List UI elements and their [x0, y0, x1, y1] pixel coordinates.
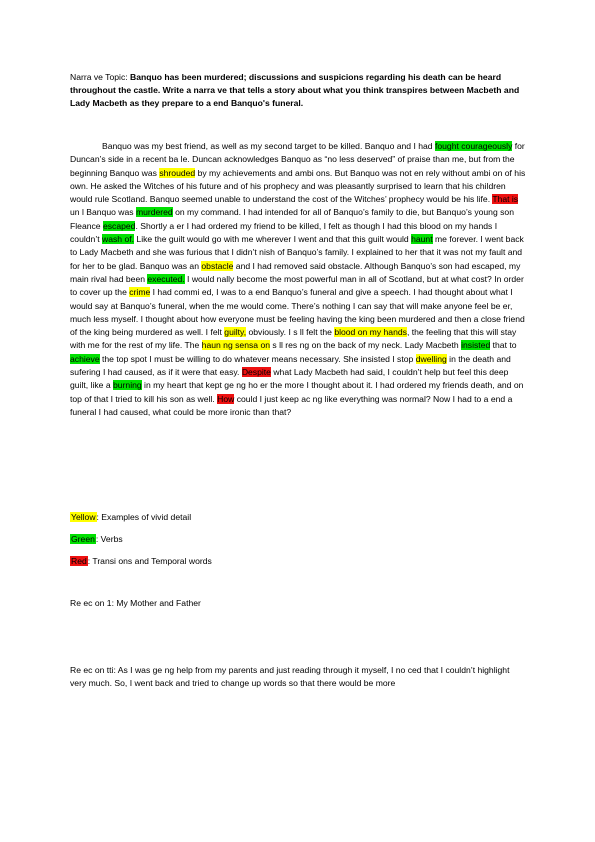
- essay-text: in the death and sufering I had caused, as if it were that easy.: [70, 353, 511, 378]
- highlight-yellow: blood on my hands: [334, 327, 407, 338]
- essay-text: on my command. I had intended for all of Banquo’s family to die, but Banquo’s young son Fleance: [70, 207, 514, 231]
- essay-text: in my heart that kept ge ng ho er the more I thought about it. I had ordered my friends death, and on top of that I tried to kill his son as well.: [70, 380, 524, 404]
- legend-red-swatch: Red: [71, 556, 87, 566]
- highlight-yellow: crime: [129, 287, 151, 298]
- legend-yellow-swatch: Yellow: [71, 512, 96, 522]
- legend-green-text: : Verbs: [95, 534, 123, 544]
- highlight-yellow: shrouded: [159, 167, 196, 178]
- highlight-green: haunt: [411, 234, 433, 245]
- essay-text: , the feeling that this will stay with me for the rest of my life. The: [70, 327, 517, 351]
- highlight-green: executed.: [147, 273, 185, 284]
- highlight-yellow: haun ng sensa on: [201, 340, 271, 351]
- essay-text: un l Banquo was: [70, 207, 136, 218]
- highlight-yellow: dwelling: [415, 353, 447, 364]
- highlight-green: achieve: [70, 353, 100, 364]
- legend-yellow: [70, 511, 191, 523]
- reflection-body: Re ec on tti: As I was ge ng help from my parents and just reading through it myself, I no ced that I couldn’t highlight very much. So, I went back and tried to change up words so that there would be more: [70, 665, 510, 689]
- highlight-green: burning: [113, 380, 142, 391]
- essay-text: and I had removed said obstacle. Although Banquo’s son had escaped, my main rival had been: [70, 260, 521, 284]
- essay-text: what Lady Macbeth had said, I couldn’t help but feel this deep guilt, like a: [70, 367, 509, 391]
- essay-text: me forever. I went back to Lady Macbeth and she was furious that I didn’t nish of Banquo’s family. I explained to her that it was not my fault and for her to be glad. Banquo was an: [70, 234, 524, 271]
- essay-text: the top spot I must be willing to do whatever means necessary. She insisted I stop: [99, 353, 416, 364]
- essay-text: obviously. I s ll felt the: [246, 327, 335, 338]
- legend-red: [70, 555, 212, 567]
- highlight-red: That is: [492, 194, 519, 205]
- essay-text: could I just keep ac ng like everything was normal? Now I had to a end a funeral I had caused, what could be more ironic than that?: [70, 393, 513, 417]
- highlight-green: wash of.: [102, 234, 135, 245]
- highlight-green: escaped: [102, 220, 136, 231]
- highlight-green: murdered: [135, 207, 173, 218]
- highlight-green: fought courageously: [434, 141, 513, 151]
- essay-text: for Duncan’s side in a recent ba le. Duncan acknowledges Banquo as “no less deserved” of praise than me, but from the beginning Banquo was: [70, 141, 525, 178]
- legend-yellow-text: : Examples of vivid detail: [96, 512, 192, 522]
- highlight-yellow: guilty,: [224, 327, 247, 338]
- highlight-red: Despite: [241, 367, 271, 378]
- essay-text: I had commi ed, I was to a end Banquo’s funeral and give a speech. I had thought about what I would say at Banquo’s funeral, when the me would come. There’s nothing I can say that will make anyone feel be er, much less myself. I thought about how everyone must be feeling having the king been murdered and then a close friend of the king being murdered as well. I felt: [70, 287, 525, 338]
- essay-text: s ll res ng on the back of my neck. Lady Macbeth: [270, 340, 462, 351]
- essay-text: that to: [490, 340, 517, 351]
- essay-text: by my achievements and ambi ons. But Banquo was not en rely without ambi on of his own. He asked the Witches of his future and of his prophecy and was pleasantly surprised to learn that his children would rule Scotland. Banquo seemed unable to understand the cost of the Witches’ prophecy would be his life.: [70, 167, 526, 205]
- narrative-topic: [70, 71, 528, 111]
- highlight-green: insisted: [461, 340, 491, 351]
- legend-green: [70, 533, 123, 545]
- topic-text: Banquo has been murdered; discussions and suspicions regarding his death can be heard throughout the castle. Write a narra ve that tells a story about what you think transpires between Macbeth and Lady Macbeth as they prepare to a end Banquo's funeral.: [70, 72, 520, 109]
- essay-body: [70, 140, 528, 419]
- highlight-red: How: [217, 393, 235, 404]
- essay-text: I would nally become the most powerful man in all of Scotland, but at what cost? In order to cover up the: [70, 273, 524, 298]
- legend-red-text: : Transi ons and Temporal words: [87, 556, 212, 566]
- topic-label: Narra ve Topic:: [70, 72, 131, 82]
- essay-paragraph: [70, 140, 528, 419]
- reflection-title: Re ec on 1: My Mother and Father: [70, 598, 201, 608]
- highlight-yellow: obstacle: [201, 260, 234, 271]
- essay-text: Banquo was my best friend, as well as my second target to be killed. Banquo and I had: [102, 141, 435, 151]
- essay-text: Like the guilt would go with me wherever I went and that this guilt would: [134, 234, 412, 245]
- essay-text: . Shortly a er I had ordered my friend to be killed, I felt as though I had this blood on my hands I couldn’t: [70, 220, 498, 245]
- legend-green-swatch: Green: [71, 534, 95, 544]
